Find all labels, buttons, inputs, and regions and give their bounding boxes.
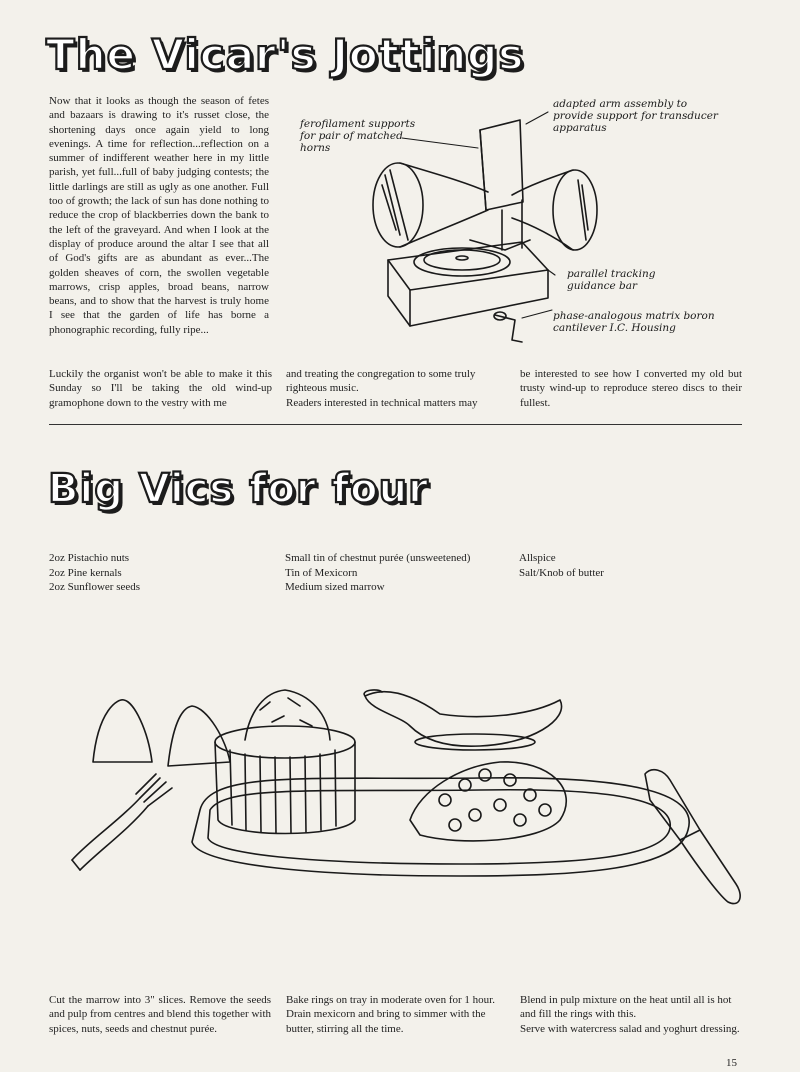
ingredients-column-1 bbox=[49, 551, 249, 595]
ingredient-item: 2oz Pistachio nuts bbox=[49, 552, 130, 564]
article-column-3: be interested to see how I converted my old but trusty wind-up to reproduce stereo discs to their fullest. bbox=[520, 368, 742, 409]
method-column-3: Blend in pulp mixture on the heat until all is hot and fill the rings with this. Serve with watercress salad and yoghurt dressing. bbox=[520, 994, 740, 1035]
ingredients-column-3 bbox=[519, 551, 719, 580]
salt-shaker bbox=[93, 700, 152, 762]
article-intro: Now that it looks as though the season of fetes and bazaars is drawing to it's russet close, the shortening days once again yield to long evenings. A time for reflection...reflection on a summer of indifferent weather here in my little parish, yet full...full of baby judging contests; the little darlings are still as ugly as one another. Full too of growth; the lack of sun has done nothing to reduce the crop of blackberries down the bank to the left of the graveyard. And when I look at the display of produce around the altar I see that all of God's gifts are as abundant as ever...The golden sheaves of corn, the swollen vegetable marrows, crisp apples, broad beans, narrow beans, and to show that the harvest is truly home I see that the garden of life has borne a phonographic recording, fully ripe... bbox=[49, 95, 269, 336]
section-divider bbox=[49, 424, 742, 425]
right-horn bbox=[512, 170, 597, 250]
article-column-2: and treating the congregation to some truly righteous music. Readers interested in technical matters may bbox=[286, 368, 478, 409]
ingredient-item: Small tin of chestnut purée (unsweetened) bbox=[285, 552, 471, 564]
diagram-label-arm-assembly: adapted arm assembly to provide support for transducer apparatus bbox=[553, 98, 718, 134]
ingredient-item: 2oz Sunflower seeds bbox=[49, 581, 141, 593]
dinner-illustration bbox=[60, 670, 750, 920]
diagram-label-tracking-bar: parallel tracking guidance bar bbox=[567, 268, 656, 292]
diagram-label-horn-supports: ferofilament supports for pair of matched horns bbox=[300, 118, 416, 154]
ingredient-item: 2oz Pine kernals bbox=[49, 566, 122, 579]
diagram-label-cantilever: phase-analogous matrix boron cantilever I.C. Housing bbox=[553, 310, 715, 334]
plate bbox=[192, 778, 689, 876]
knife bbox=[645, 770, 740, 904]
gramophone-base bbox=[388, 242, 548, 342]
fork bbox=[72, 774, 172, 870]
ingredient-item: Allspice bbox=[519, 552, 556, 564]
article-column-1: Luckily the organist won't be able to make it this Sunday so I'll be taking the old wind-up gramophone down to the vestry with me bbox=[49, 368, 272, 409]
arm-support bbox=[470, 120, 530, 250]
ingredient-item: Salt/Knob of butter bbox=[519, 566, 604, 579]
recipe-title: Big Vics for four bbox=[48, 466, 429, 512]
method-column-2: Bake rings on tray in moderate oven for 1 hour. Drain mexicorn and bring to simmer with the butter, stirring all the time. bbox=[286, 994, 495, 1035]
left-horn bbox=[373, 163, 488, 247]
article-title: The Vicar's Jottings bbox=[46, 30, 525, 79]
stuffed-marrow bbox=[215, 690, 355, 834]
ingredient-item: Tin of Mexicorn bbox=[285, 566, 358, 579]
sauce-boat bbox=[364, 690, 561, 750]
method-column-1: Cut the marrow into 3" slices. Remove the seeds and pulp from centres and blend this together with spices, nuts, seeds and chestnut purée. bbox=[49, 994, 271, 1035]
ingredients-column-2 bbox=[285, 551, 515, 595]
page-number: 15 bbox=[726, 1057, 737, 1069]
watercress-salad bbox=[410, 762, 566, 841]
ingredient-item: Medium sized marrow bbox=[285, 581, 385, 593]
